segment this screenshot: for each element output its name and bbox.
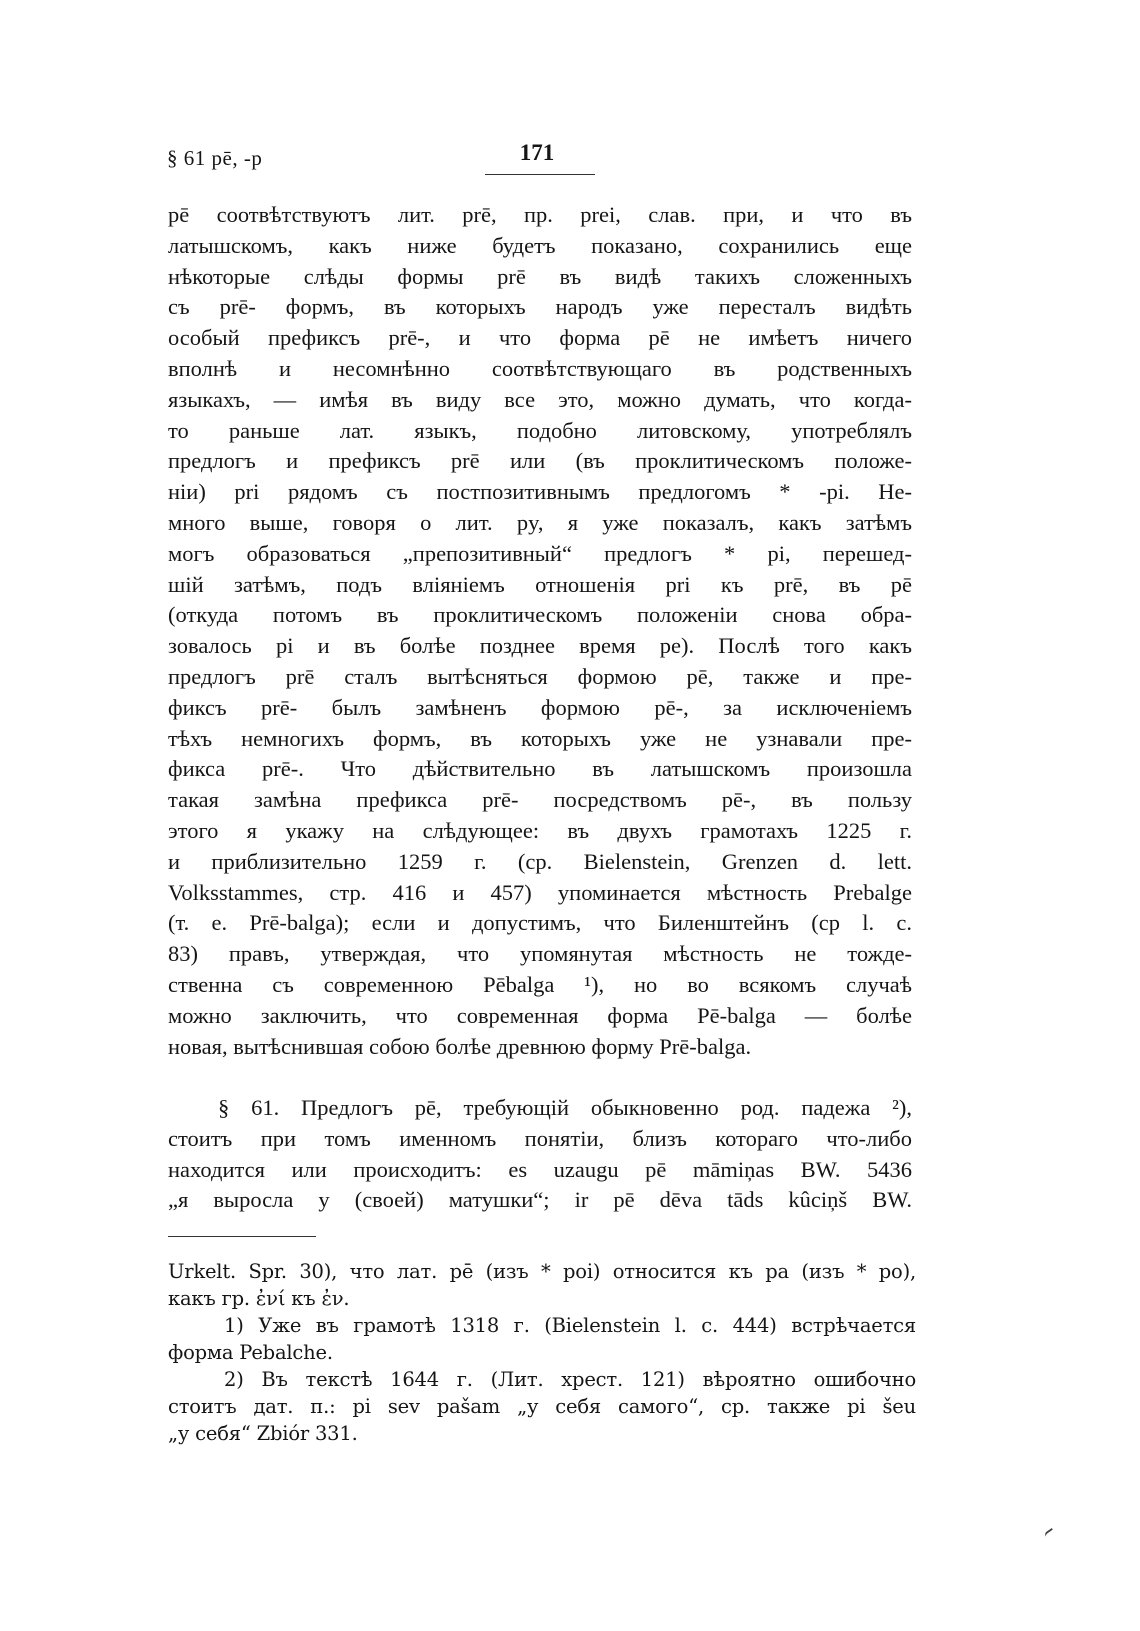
text-line: латышскомъ, какъ ниже будетъ показано, сохранились еще xyxy=(168,232,912,258)
text-line: особый префиксъ prē-, и что форма pē не имѣетъ ничего xyxy=(168,325,912,351)
text-line: новая, вытѣснившая собою болѣе древнюю форму Prē-balga. xyxy=(168,1033,752,1059)
text-line: 83) правъ, утверждая, что упомянутая мѣстность не тожде- xyxy=(168,941,912,967)
text-line: pē соотвѣтствуютъ лит. prē, пр. prei, слав. при, и что въ xyxy=(168,202,912,227)
section-61-paragraph xyxy=(168,1093,912,1216)
text-line: языкахъ, — имѣя въ виду все это, можно думать, что когда- xyxy=(168,386,912,412)
text-line: находится или происходитъ: es uzaugu pē māmiņas BW. 5436 xyxy=(168,1156,912,1182)
text-line: такая замѣна префикса prē- посредствомъ pē-, въ пользу xyxy=(168,787,912,813)
running-head xyxy=(167,140,907,186)
text-line: (откуда потомъ въ проклитическомъ положеніи снова обра- xyxy=(168,602,912,628)
footnote-2-line: стоитъ дат. п.: pi sev pašam „у себя самого“, ср. также pi šeu xyxy=(168,1395,916,1418)
header-rule xyxy=(485,174,595,175)
footnote-2: 2) Въ текстѣ 1644 г. (Лит. хрест. 121) вѣроятно ошибочно xyxy=(224,1368,916,1391)
text-line: предлогъ и префиксъ prē или (въ проклитическомъ положе- xyxy=(168,448,912,474)
text-line: вполнѣ и несомнѣнно соотвѣтствующаго въ родственныхъ xyxy=(168,355,912,381)
footnote-1-line: форма Pebalche. xyxy=(168,1341,333,1364)
text-line: то раньше лат. языкъ, подобно литовскому, употреблялъ xyxy=(168,417,912,443)
text-line: могъ образоваться „препозитивный“ предлогъ * pi, перешед- xyxy=(168,540,912,566)
text-line: тѣхъ немногихъ формъ, въ которыхъ уже не узнавали пре- xyxy=(168,725,912,751)
text-line: (т. е. Prē-balga); если и допустимъ, что Биленштейнъ (ср l. c. xyxy=(168,910,912,936)
footnote-continuation-line: Urkelt. Spr. 30), что лат. pē (изъ * poi) относится къ pa (изъ * po), xyxy=(168,1260,916,1283)
text-line: можно заключить, что современная форма Pē-balga — болѣе xyxy=(168,1002,912,1028)
text-line: ніи) pri рядомъ съ постпозитивнымъ предлогомъ * -pi. Не- xyxy=(168,479,912,505)
text-line: „я выросла у (своей) матушки“; ir pē dēva tāds kûciņš BW. xyxy=(168,1187,912,1213)
text-line: фиксъ prē- былъ замѣненъ формою pē-, за исключеніемъ xyxy=(168,694,912,720)
section-heading-line: § 61. Предлогъ pē, требующій обыкновенно род. падежа ²), xyxy=(218,1095,912,1120)
text-line: этого я укажу на слѣдующее: въ двухъ грамотахъ 1225 г. xyxy=(168,817,912,843)
text-line: предлогъ prē сталъ вытѣсняться формою pē, также и пре- xyxy=(168,663,912,689)
text-line: ственна съ современною Pēbalga ¹), но во всякомъ случаѣ xyxy=(168,971,912,997)
page-number: 171 xyxy=(519,140,555,165)
text-line: стоитъ при томъ именномъ понятіи, близъ котораго что-либо xyxy=(168,1125,912,1151)
footnote-separator xyxy=(168,1236,316,1237)
text-line: шій затѣмъ, подъ вліяніемъ отношенія pri къ prē, въ pē xyxy=(168,571,912,597)
text-line: фикса prē-. Что дѣйствительно въ латышскомъ произошла xyxy=(168,756,912,782)
main-paragraph xyxy=(168,200,912,1062)
section-reference: § 61 pē, -p xyxy=(167,146,263,170)
text-line: зовалось pi и въ болѣе позднее время pe). Послѣ того какъ xyxy=(168,633,912,659)
text-line: съ prē- формъ, въ которыхъ народъ уже пересталъ видѣть xyxy=(168,294,912,320)
scan-mark xyxy=(1044,1528,1057,1540)
text-line: и приблизительно 1259 г. (ср. Bielenstein, Grenzen d. lett. xyxy=(168,848,912,874)
footnote-continuation-line: какъ гр. ἐνί къ ἐν. xyxy=(168,1287,350,1310)
text-line: много выше, говоря о лит. py, я уже показалъ, какъ затѣмъ xyxy=(168,509,912,535)
footnote-2-line: „у себя“ Zbiór 331. xyxy=(168,1422,358,1445)
footnote-1: 1) Уже въ грамотѣ 1318 г. (Bielenstein l. c. 444) встрѣчается xyxy=(224,1314,916,1337)
text-line: Volksstammes, стр. 416 и 457) упоминается мѣстность Prebalge xyxy=(168,879,912,905)
text-line: нѣкоторые слѣды формы prē въ видѣ такихъ сложенныхъ xyxy=(168,263,912,289)
footnotes xyxy=(168,1258,916,1447)
